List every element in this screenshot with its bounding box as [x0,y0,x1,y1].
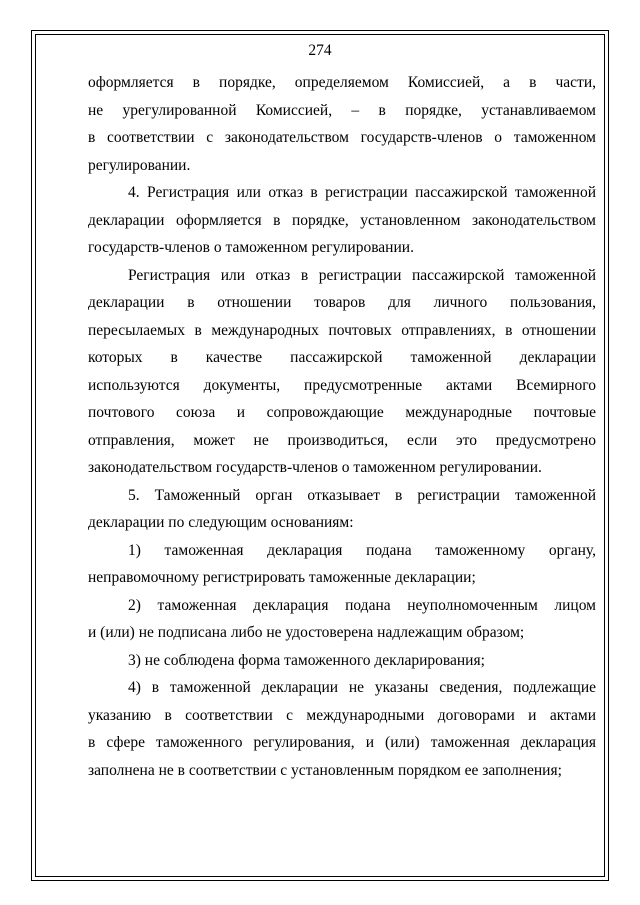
paragraph [88,592,596,647]
text-line: Регистрация или отказ в регистрации пассажирской таможенной [128,266,596,284]
paragraph [88,537,596,592]
text-line: которых в качестве пассажирской таможенной декларации [88,349,596,366]
text-line: и (или) не подписана либо не удостоверена надлежащим образом; [88,624,525,641]
text-line: оформляется в порядке, определяемом Комиссией, а в части, [88,74,596,91]
text-line: 4) в таможенной декларации не указаны сведения, подлежащие [128,679,596,696]
text-line: отправления, может не производиться, если это предусмотрено [88,431,596,449]
text-line: 5. Таможенный орган отказывает в регистрации таможенной [128,486,596,504]
paragraph [88,482,596,537]
text-line: декларации оформляется в порядке, установленном законодательством [88,211,596,229]
text-line: неправомочному регистрировать таможенные декларации; [88,569,476,586]
text-line: 1) таможенная декларация подана таможенному органу, [128,541,596,559]
text-line: законодательством государств-членов о таможенном регулировании. [88,459,542,476]
text-line: декларации в отношении товаров для личного пользования, [88,294,596,311]
text-line: декларации по следующим основаниям: [88,514,354,531]
text-line: заполнена не в соответствии с установленным порядком ее заполнения; [88,761,562,779]
text-line: 4. Регистрация или отказ в регистрации пассажирской таможенной [128,184,596,201]
text-line: 3) не соблюдена форма таможенного декларирования; [128,651,485,669]
text-line: пересылаемых в международных почтовых отправлениях, в отношении [88,321,596,339]
text-line: 2) таможенная декларация подана неуполномоченным лицом [128,596,596,614]
page-number: 274 [308,42,332,59]
paragraph [88,69,596,179]
text-line: не урегулированной Комиссией, – в порядке, устанавливаемом [88,101,596,119]
paragraph [88,647,596,675]
paragraph [88,674,596,784]
text-line: используются документы, предусмотренные актами Всемирного [88,376,596,394]
text-line: государств-членов о таможенном регулировании. [88,239,414,256]
paragraph [88,179,596,262]
text-line: почтового союза и сопровождающие международные почтовые [88,404,596,421]
document-body [88,69,596,784]
text-line: регулировании. [88,156,191,174]
text-line: в сфере таможенного регулирования, и (или) таможенная декларация [88,734,596,751]
text-line: указанию в соответствии с международными договорами и актами [88,706,596,724]
text-line: в соответствии с законодательством государств-членов о таможенном [88,129,596,146]
paragraph [88,262,596,482]
